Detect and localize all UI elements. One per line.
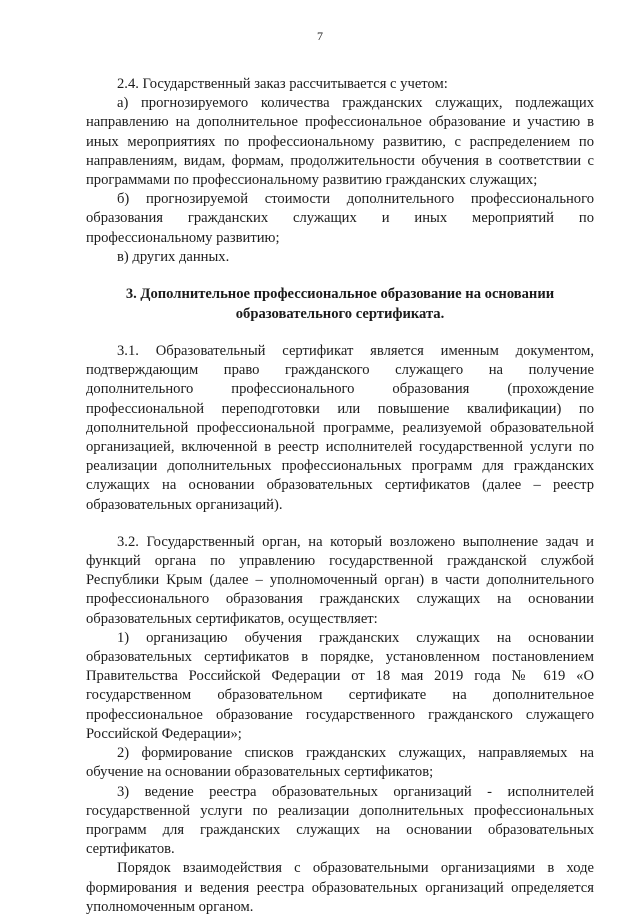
paragraph-interaction-order: Порядок взаимодействия с образовательными организациями в ходе формирования и ведения реестра образовательных организаций определяется уполномоченным органом. bbox=[86, 860, 594, 915]
list-item-2: 2) формирование списков гражданских служащих, направляемых на обучение на основании образовательных сертификатов; bbox=[86, 745, 594, 781]
list-item-3: 3) ведение реестра образовательных организаций - исполнителей государственной услуги по реализации дополнительных профессиональных программ для гражданских служащих на основании образовательных сертификатов. bbox=[86, 783, 594, 858]
list-item-b: б) прогнозируемой стоимости дополнительного профессионального образования гражданских служащих и иных мероприятий по профессиональному развитию; bbox=[86, 191, 594, 246]
list-item-1: 1) организацию обучения гражданских служащих на основании образовательных сертификатов в порядке, установленном постановлением Правительства Российской Федерации от 18 мая 2019 года № 619 «О государственном образовательном сертификате на дополнительное профессиональное образование государственного гражданского служащего Российской Федерации»; bbox=[86, 629, 594, 742]
list-item-a: а) прогнозируемого количества гражданских служащих, подлежащих направлению на дополнительное профессиональное образование и участию в иных мероприятиях по профессиональному развитию, с распределением по направлениям, видам, формам, продолжительности обучения в соответствии с программами по профессиональному развитию гражданских служащих; bbox=[86, 95, 594, 189]
section-3-heading: 3. Дополнительное профессиональное образование на основании образовательного сертификата. bbox=[125, 286, 555, 322]
paragraph-3-2: 3.2. Государственный орган, на который возложено выполнение задач и функций органа по управлению государственной гражданской службой Республики Крым (далее – уполномоченный орган) в части дополнительного профессионального образования гражданских служащих на основании образовательных сертификатов, осуществляет: bbox=[86, 533, 594, 627]
paragraph-2-4: 2.4. Государственный заказ рассчитывается с учетом: bbox=[117, 76, 448, 92]
list-item-c: в) других данных. bbox=[117, 248, 230, 265]
paragraph-3-1: 3.1. Образовательный сертификат является именным документом, подтверждающим право гражданского служащего на получение дополнительного профессионального образования (прохождение профессиональной переподготовки или повышение квалификации) по дополнительной профессиональной программе, реализуемой образовательной организацией, включенной в реестр исполнителей государственной услуги по реализации дополнительных профессиональных программ для гражданских служащих на основании образовательных сертификатов (далее – реестр образовательных организаций). bbox=[86, 343, 594, 513]
page-number: 7 bbox=[317, 29, 323, 43]
document-body bbox=[86, 75, 594, 917]
